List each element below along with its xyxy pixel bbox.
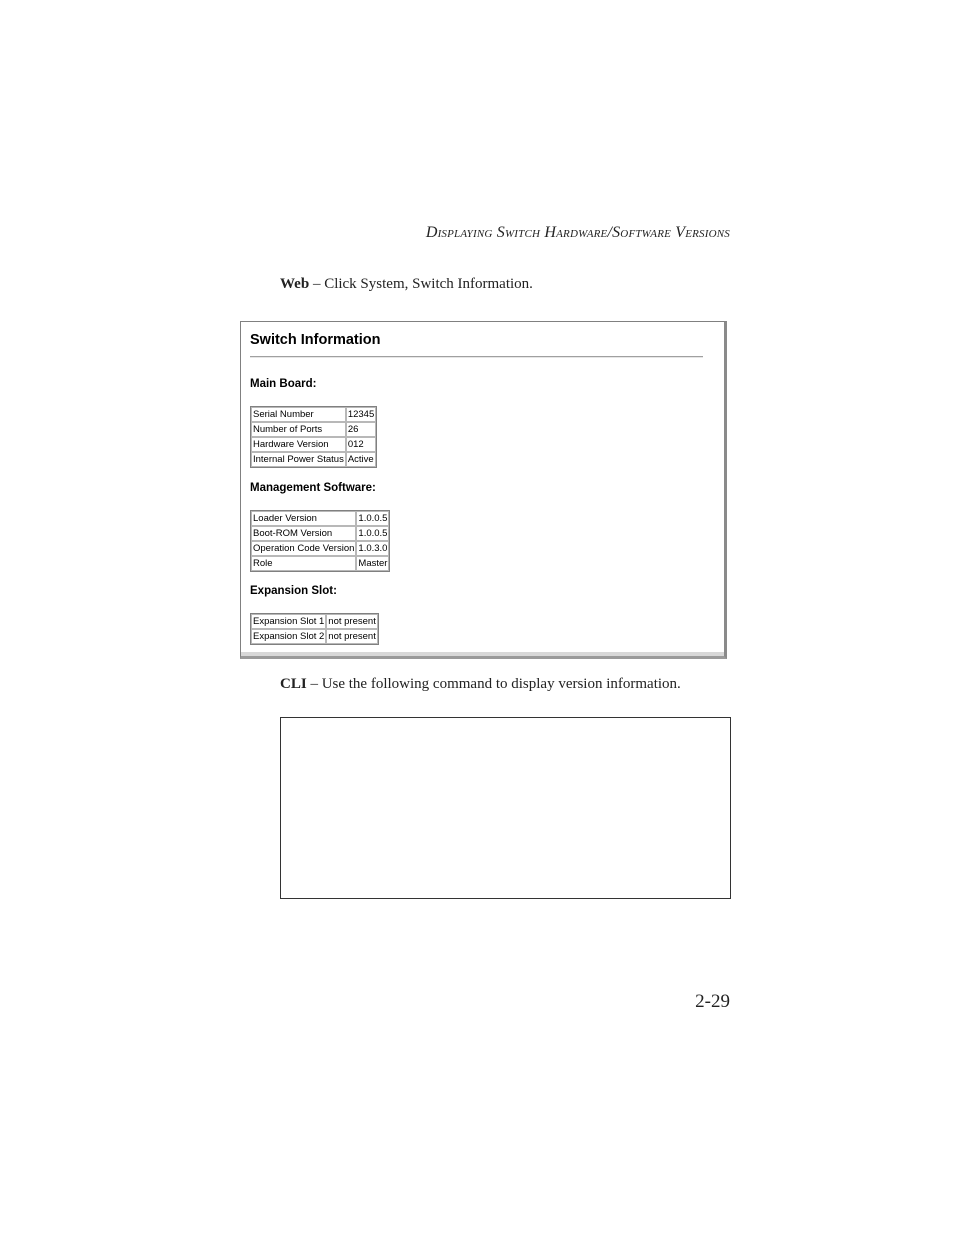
table-cell-value: 26 (346, 422, 376, 437)
screenshot-title: Switch Information (250, 332, 381, 348)
cli-example-box (280, 717, 731, 899)
table-cell-label: Expansion Slot 1 (253, 616, 325, 627)
table-row (251, 452, 376, 467)
title-divider (250, 356, 703, 358)
running-header: Displaying Switch Hardware/Software Versions (425, 224, 730, 241)
expansion-slot-heading: Expansion Slot: (250, 585, 337, 597)
table-cell-value: 1.0.0.5 (358, 513, 388, 524)
main-board-table (250, 406, 377, 468)
switch-information-screenshot (240, 321, 727, 659)
table-cell-value: Master (356, 556, 389, 571)
management-software-table (250, 510, 390, 572)
table-cell-label: Number of Ports (251, 422, 346, 437)
expansion-slot-table (250, 613, 379, 645)
table-cell-label: Internal Power Status (253, 454, 344, 465)
table-cell-value: 1.0.3.0 (358, 543, 388, 554)
table-row (251, 541, 389, 556)
table-row (251, 437, 376, 452)
web-instruction (280, 276, 533, 293)
web-instruction-text: – Click System, Switch Information. (309, 276, 533, 292)
table-cell-value: Active (346, 452, 376, 467)
table-row (251, 614, 378, 629)
table-cell-label: Boot-ROM Version (251, 526, 356, 541)
table-row (251, 526, 389, 541)
table-cell-value: 1.0.0.5 (358, 528, 388, 539)
table-row (251, 556, 389, 571)
cli-instruction (280, 676, 681, 693)
table-cell-label: Expansion Slot 2 (253, 631, 325, 642)
table-row (251, 629, 378, 644)
table-cell-value: not present (328, 616, 376, 627)
cli-instruction-text: – Use the following command to display version information. (306, 676, 681, 692)
table-cell-label: Serial Number (251, 407, 346, 422)
management-software-heading: Management Software: (250, 482, 376, 494)
page-number: 2-29 (695, 991, 730, 1012)
web-label: Web (280, 276, 310, 292)
main-board-heading: Main Board: (250, 378, 317, 390)
table-cell-label: Operation Code Version (253, 543, 355, 554)
cli-label: CLI (280, 676, 307, 692)
table-cell-label: Hardware Version (251, 437, 346, 452)
table-cell-value: not present (328, 631, 376, 642)
table-cell-value: 12345 (347, 409, 375, 420)
window-bottom-edge (241, 652, 724, 656)
table-row (251, 407, 376, 422)
table-cell-value: 012 (346, 437, 376, 452)
table-cell-label: Role (251, 556, 356, 571)
table-row (251, 511, 389, 526)
table-row (251, 422, 376, 437)
table-cell-label: Loader Version (251, 511, 356, 526)
